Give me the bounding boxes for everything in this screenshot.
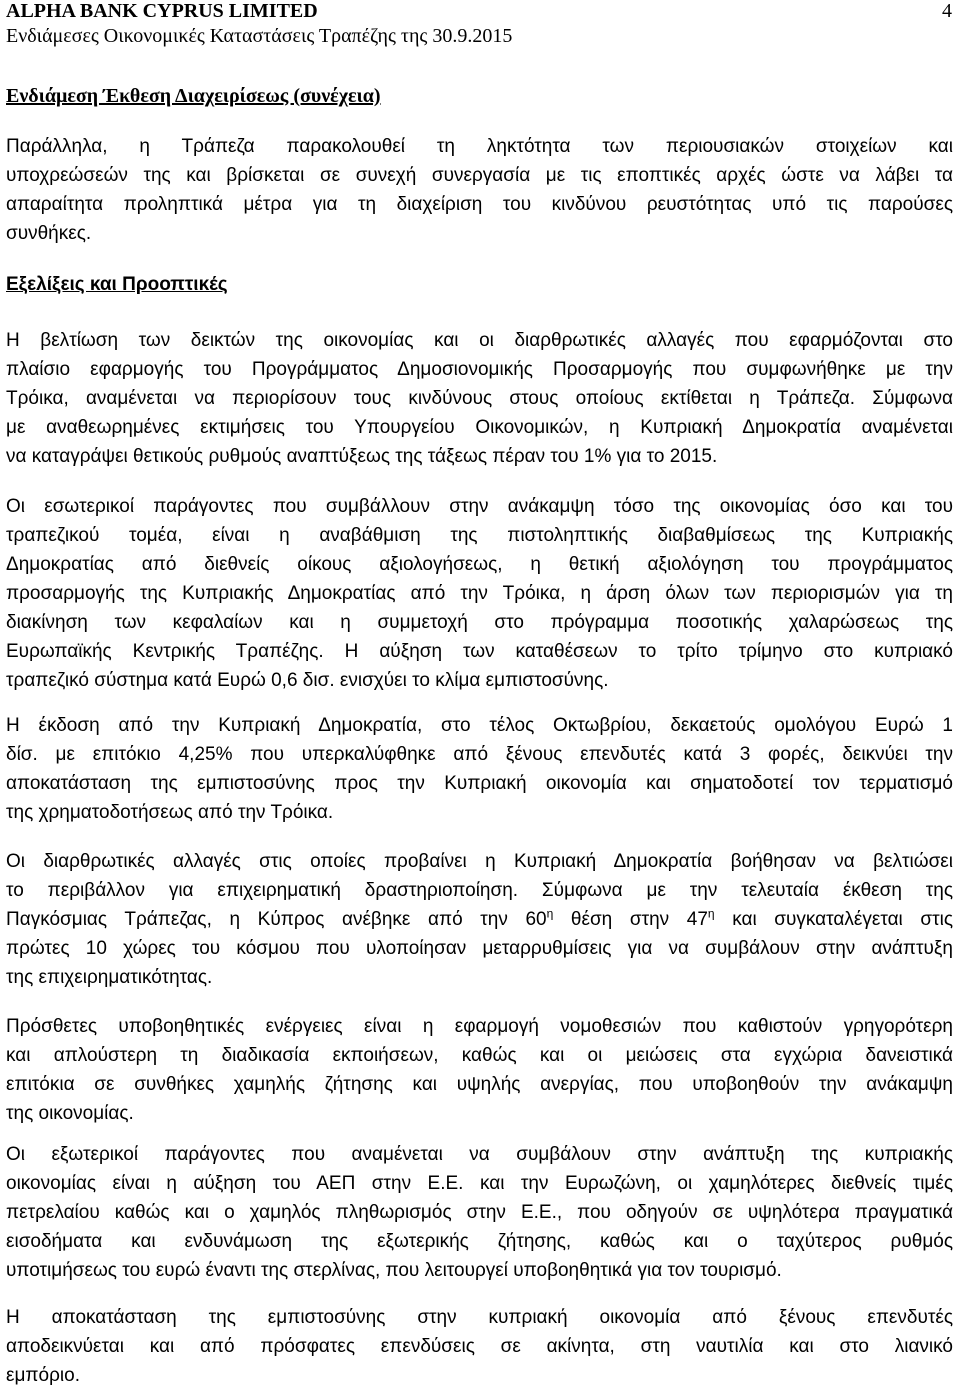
text-line: διακίνηση των κεφαλαίων και η συμμετοχή στο πρόγραμμα ποσοτικής χαλαρώσεως της (6, 612, 953, 633)
superscript-ordinal: η (707, 906, 715, 921)
intro-paragraph (6, 132, 953, 248)
paragraph-internal-factors (6, 492, 953, 695)
text-line: και απλούστερη τη διαδικασία εκποιήσεων, καθώς και οι μειώσεις στα εγχώρια δανειστικά (6, 1045, 953, 1066)
text-line: της χρηματοδοτήσεως από την Τρόικα. (6, 802, 334, 823)
text-line: προσαρμογής της Κυπριακής Δημοκρατίας από την Τρόικα, η άρση όλων των περιορισμών για τη (6, 583, 953, 604)
text-line: της επιχειρηματικότητας. (6, 967, 213, 988)
text-line: υποχρεώσεών της και βρίσκεται σε συνεχή συνεργασία με τις εποπτικές αρχές ώστε να λάβει τα (6, 165, 953, 186)
text-line: εισοδήματα και ενδυνάμωση της εξωτερικής ζήτησης, καθώς και ο ταχύτερος ρυθμός (6, 1231, 953, 1252)
text-line: απαραίτητα προληπτικά μέτρα για τη διαχείριση του κινδύνου ρευστότητας υπό τις παρούσες (6, 194, 953, 215)
report-subtitle: Ενδιάμεσες Οικονομικές Καταστάσεις Τραπέζης της 30.9.2015 (6, 25, 513, 47)
paragraph-bond-issue (6, 711, 953, 827)
text-line: αποκατάσταση της εμπιστοσύνης προς την Κυπριακή οικονομία και σηματοδοτεί τον τερματισμό (6, 773, 953, 794)
text-line (6, 905, 953, 934)
text-line: δίσ. με επιτόκιο 4,25% που υπερκαλύφθηκε από ξένους επενδυτές κατά 3 φορές, δεικνύει την (6, 744, 953, 765)
text-line: Οι εξωτερικοί παράγοντες που αναμένεται να συμβάλουν στην ανάπτυξη της κυπριακής (6, 1144, 953, 1165)
text-line: οικονομίας είναι η αύξηση του ΑΕΠ στην Ε.Ε. και την Ευρωζώνη, οι χαμηλότερες διεθνείς τιμές (6, 1173, 953, 1194)
superscript-ordinal: η (546, 906, 554, 921)
text-fragment: Παγκόσμιας Τράπεζας, η Κύπρος ανέβηκε από την 60 (6, 909, 547, 930)
text-line: Οι εσωτερικοί παράγοντες που συμβάλλουν στην ανάκαμψη τόσο της οικονομίας όσο και του (6, 496, 953, 517)
text-line: τραπεζικού τομέα, είναι η αναβάθμιση της πιστοληπτικής διαβαθμίσεως της Κυπριακής (6, 525, 953, 546)
text-line: Τρόικα, αναμένεται να περιορίσουν τους κινδύνους στους οποίους εκτίθεται η Τράπεζα. Σύμφωνα (6, 388, 953, 409)
subheading-developments: Εξελίξεις και Προοπτικές (6, 274, 228, 295)
text-line: Πρόσθετες υποβοηθητικές ενέργειες είναι η εφαρμογή νομοθεσιών που καθιστούν γρηγορότερη (6, 1016, 953, 1037)
text-line: πετρελαίου καθώς και ο χαμηλός πληθωρισμός στην Ε.Ε., που οδηγούν σε υψηλότερα πραγματικά (6, 1202, 953, 1223)
text-line: της οικονομίας. (6, 1103, 134, 1124)
text-line: Ευρωπαϊκής Κεντρικής Τραπέζης. Η αύξηση των καταθέσεων το τρίτο τρίμηνο στο κυπριακό (6, 641, 953, 662)
text-line: επιτόκια σε συνθήκες χαμηλής ζήτησης και υψηλής ανεργίας, που υποβοηθούν την ανάκαμψη (6, 1074, 953, 1095)
paragraph-supporting-actions (6, 1012, 953, 1128)
paragraph-structural-changes (6, 847, 953, 992)
company-name: ALPHA BANK CYPRUS LIMITED (6, 0, 318, 22)
text-line: το περιβάλλον για επιχειρηματική δραστηριοποίηση. Σύμφωνα με την τελευταία έκθεση της (6, 880, 953, 901)
text-line: με αναθεωρημένες εκτιμήσεις του Υπουργείου Οικονομικών, η Κυπριακή Δημοκρατία αναμένεται (6, 417, 953, 438)
text-line: πλαίσιο εφαρμογής του Προγράμματος Δημοσιονομικής Προσαρμογής που συμφωνήθηκε με την (6, 359, 953, 380)
text-line: Οι διαρθρωτικές αλλαγές στις οποίες προβαίνει η Κυπριακή Δημοκρατία βοήθησαν να βελτιώσει (6, 851, 953, 872)
paragraph-economy (6, 326, 953, 471)
text-fragment: και συγκαταλέγεται στις (714, 909, 953, 930)
text-line: συνθήκες. (6, 223, 92, 244)
text-line: υποτιμήσεως του ευρώ έναντι της στερλίνας, που λειτουργεί υποβοηθητικά για τον τουρισμό. (6, 1260, 782, 1281)
paragraph-external-factors (6, 1140, 953, 1285)
text-line: Παράλληλα, η Τράπεζα παρακολουθεί τη ληκτότητα των περιουσιακών στοιχείων και (6, 136, 953, 157)
text-line: αποδεικνύεται και από πρόσφατες επενδύσεις σε ακίνητα, στη ναυτιλία και στο λιανικό (6, 1336, 953, 1357)
text-line: να καταγράψει θετικούς ρυθμούς αναπτύξεως της τάξεως πέραν του 1% για το 2015. (6, 446, 718, 467)
paragraph-confidence (6, 1303, 953, 1390)
text-line: Η βελτίωση των δεικτών της οικονομίας και οι διαρθρωτικές αλλαγές που εφαρμόζονται στο (6, 330, 953, 351)
text-fragment: θέση στην 47 (553, 909, 708, 930)
section-title: Ενδιάμεση Έκθεση Διαχειρίσεως (συνέχεια) (6, 85, 381, 107)
text-line: τραπεζικό σύστημα κατά Ευρώ 0,6 δισ. ενισχύει το κλίμα εμπιστοσύνης. (6, 670, 609, 691)
text-line: πρώτες 10 χώρες του κόσμου που υλοποίησαν μεταρρυθμίσεις για να συμβάλουν στην ανάπτυξη (6, 938, 953, 959)
text-line: Η αποκατάσταση της εμπιστοσύνης στην κυπριακή οικονομία από ξένους επενδυτές (6, 1307, 953, 1328)
text-line: Δημοκρατίας από διεθνείς οίκους αξιολογήσεως, η θετική αξιολόγηση του προγράμματος (6, 554, 953, 575)
text-line: Η έκδοση από την Κυπριακή Δημοκρατία, στο τέλος Οκτωβρίου, δεκαετούς ομολόγου Ευρώ 1 (6, 715, 953, 736)
text-line: εμπόριο. (6, 1365, 80, 1386)
page-number: 4 (942, 0, 952, 22)
